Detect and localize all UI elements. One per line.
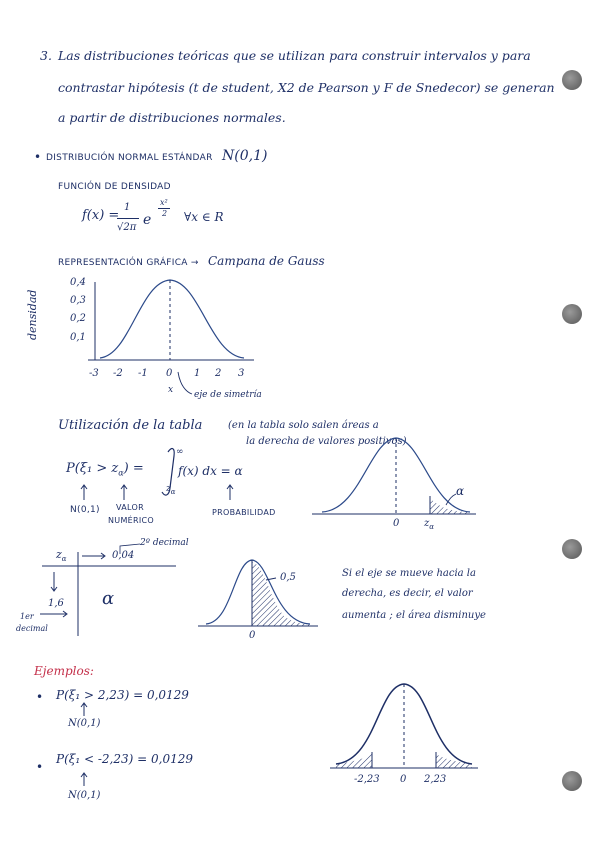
density-domain: ∀x ∈ R — [184, 210, 224, 224]
lookup-curve-zero: 0 — [249, 630, 256, 641]
graph-xtick-2: 2 — [215, 368, 222, 379]
tabla-lbl-valor-2: NUMÉRICO — [108, 516, 154, 525]
tabla-curve-z-text: z — [424, 518, 430, 529]
lookup-remark-2: derecha, es decir, el valor — [342, 588, 473, 599]
graph-xtick-m3: -3 — [89, 368, 99, 379]
tabla-int-bottom-sub: α — [170, 487, 176, 496]
ex2-bullet: • — [36, 760, 44, 774]
intro-number: 3. — [40, 48, 52, 63]
tabla-lbl-prob: PROBABILIDAD — [212, 508, 276, 517]
graph-sym-label: eje de simetría — [194, 390, 262, 400]
density-exp-den: 2 — [162, 209, 168, 218]
tabla-curve-z-sub: α — [429, 523, 435, 531]
tabla-curve-zero: 0 — [393, 518, 400, 529]
graph-xtick-3: 3 — [238, 368, 245, 379]
tabla-heading: Utilización de la tabla — [58, 418, 203, 433]
tabla-prob-sub: α — [118, 468, 124, 478]
intro-line-1: Las distribuciones teóricas que se utilizan para construir intervalos y para — [58, 48, 531, 63]
ex2-dist: N(0,1) — [68, 790, 101, 801]
graph-xtick-1: 1 — [194, 368, 201, 379]
examples-heading: Ejemplos: — [34, 664, 94, 678]
density-lhs: f(x) = — [82, 208, 120, 223]
tabla-int-bottom-z: z — [166, 484, 171, 494]
graph-ylabel: densidad — [26, 289, 39, 340]
lookup-z-sub: α — [61, 555, 67, 564]
tabla-lbl-valor-1: VALOR — [116, 503, 144, 512]
ex1-bullet: • — [36, 690, 44, 704]
ex1-text: P(ξ₁ > 2,23) = 0,0129 — [56, 688, 189, 702]
density-heading: FUNCIÓN DE DENSIDAD — [58, 182, 171, 192]
graph-name: Campana de Gauss — [208, 254, 325, 268]
lookup-col-note: 2º decimal — [140, 538, 189, 548]
ex1-dist: N(0,1) — [68, 718, 101, 729]
lookup-curve-val: 0,5 — [280, 572, 296, 583]
ex-tick-right: 2,23 — [424, 774, 447, 785]
graph-xtick-0: 0 — [166, 368, 173, 379]
graph-ytick-0-3: 0,3 — [70, 295, 86, 306]
intro-line-3: a partir de distribuciones normales. — [58, 110, 286, 125]
ex-tick-left: -2,23 — [354, 774, 380, 785]
section-bullet: • — [34, 150, 42, 164]
tabla-integrand: f(x) dx = α — [178, 464, 243, 478]
density-exp-base: e — [143, 212, 152, 228]
ex2-text: P(ξ₁ < -2,23) = 0,0129 — [56, 752, 193, 766]
lookup-col-val: 0,04 — [112, 550, 135, 561]
density-num: 1 — [124, 202, 131, 213]
ex-tick-zero: 0 — [400, 774, 407, 785]
lookup-row-note-1: 1er — [20, 612, 34, 621]
intro-line-2: contrastar hipótesis (t de student, X2 de Pearson y F de Snedecor) se generan — [58, 80, 555, 95]
lookup-z-text: z — [56, 548, 62, 561]
lookup-alpha: α — [102, 588, 115, 609]
graph-xvar: x — [168, 385, 174, 395]
graph-ytick-0-2: 0,2 — [70, 313, 86, 324]
section-title: DISTRIBUCIÓN NORMAL ESTÁNDAR — [46, 153, 213, 163]
graph-ytick-0-4: 0,4 — [70, 277, 86, 288]
density-exp-num: x² — [160, 198, 168, 207]
density-den: √2π — [117, 222, 137, 233]
graph-xtick-m2: -2 — [113, 368, 123, 379]
tabla-curve-alpha: α — [456, 484, 465, 498]
graph-heading: REPRESENTACIÓN GRÁFICA → — [58, 258, 199, 268]
tabla-int-top: ∞ — [176, 447, 184, 457]
tabla-note-1: (en la tabla solo salen áreas a — [228, 420, 379, 431]
tabla-prob-close: ) = — [123, 461, 144, 476]
tabla-prob-text: P(ξ₁ > z — [66, 461, 119, 476]
lookup-row-note-2: decimal — [16, 624, 48, 633]
graph-xtick-m1: -1 — [138, 368, 148, 379]
lookup-remark-3: aumenta ; el área disminuye — [342, 610, 486, 621]
tabla-lbl-n01: N(0,1) — [70, 505, 100, 515]
tabla-note-2: la derecha de valores positivos) — [246, 436, 407, 447]
graph-ytick-0-1: 0,1 — [70, 332, 86, 343]
lookup-row-val: 1,6 — [48, 598, 64, 609]
section-notation: N(0,1) — [222, 148, 268, 164]
lookup-remark-1: Si el eje se mueve hacia la — [342, 568, 476, 579]
